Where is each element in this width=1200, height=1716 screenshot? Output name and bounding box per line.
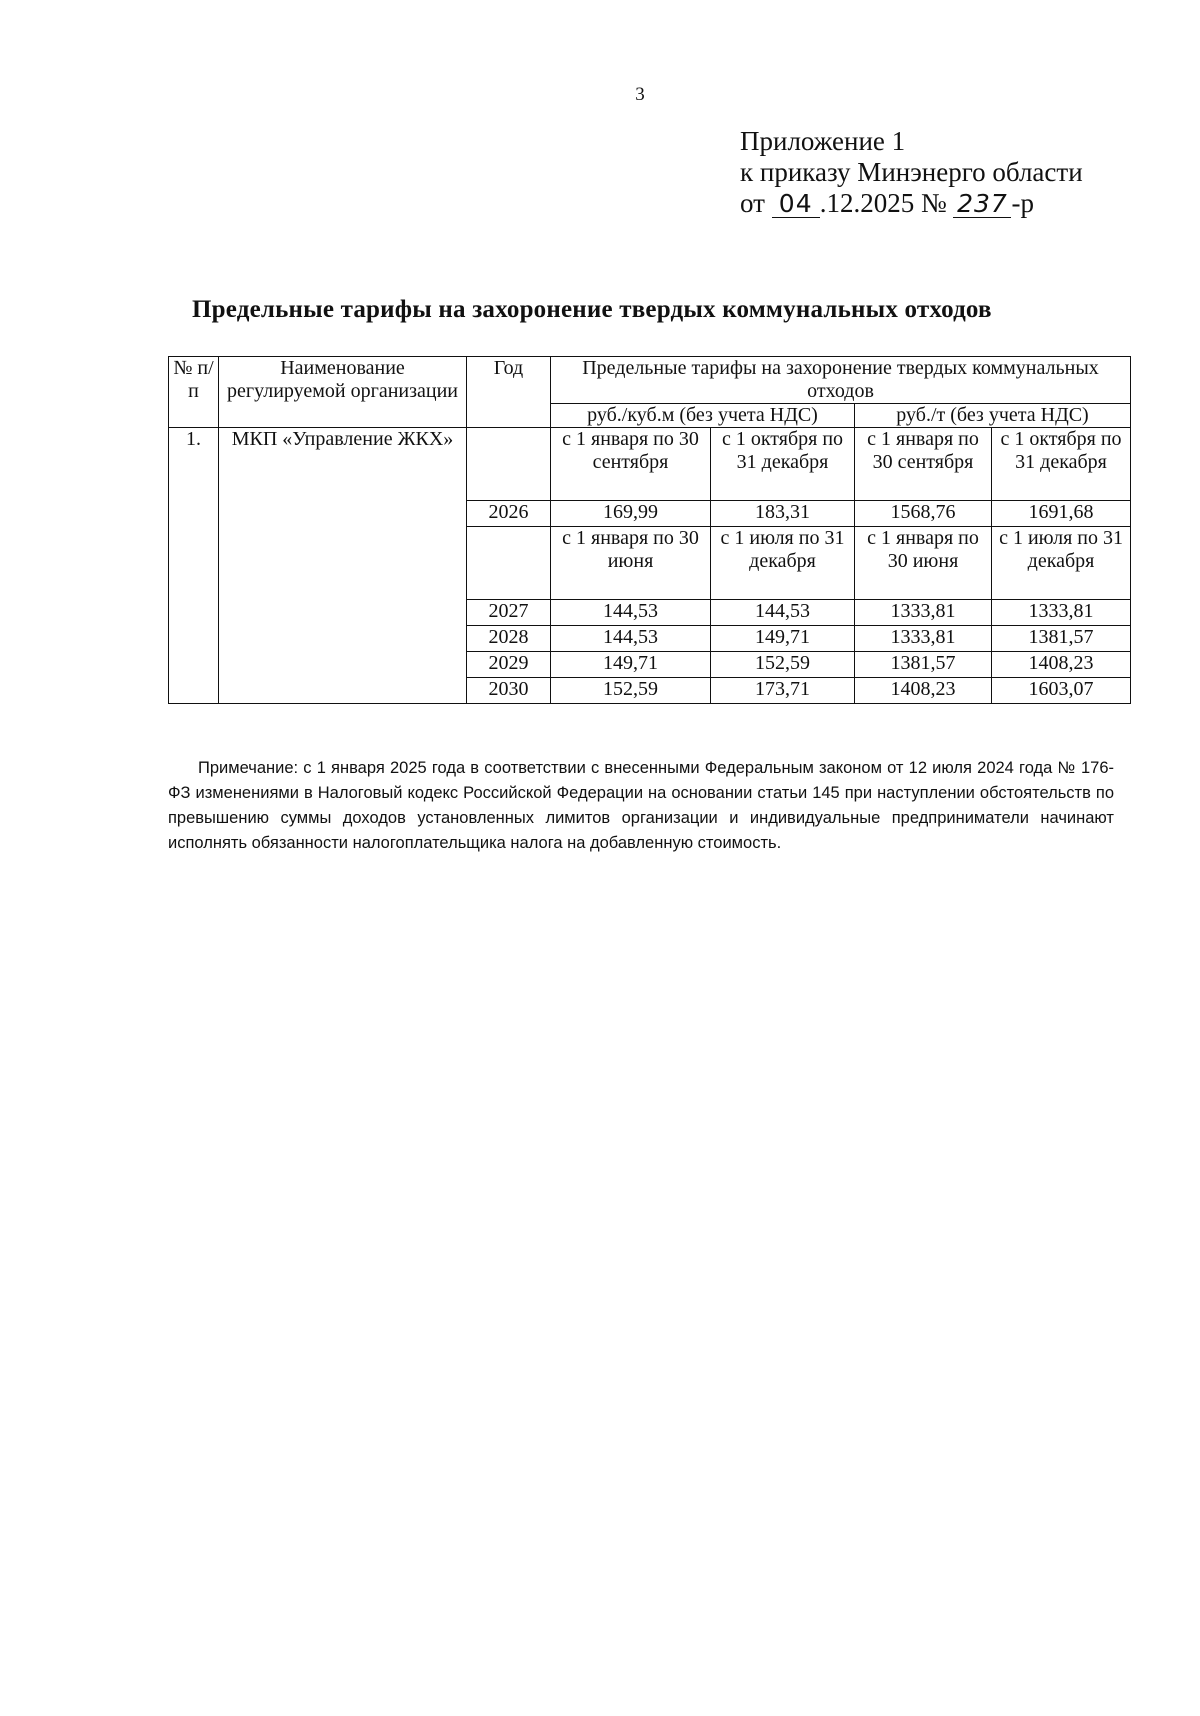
period-cell: с 1 июля по 31 декабря xyxy=(711,527,855,600)
period-cell: с 1 октября по 31 декабря xyxy=(711,428,855,501)
value-cell: 1381,57 xyxy=(855,652,992,678)
value-cell: 169,99 xyxy=(551,501,711,527)
value-cell: 152,59 xyxy=(711,652,855,678)
year-cell: 2027 xyxy=(467,600,551,626)
footnote: Примечание: с 1 января 2025 года в соответствии с внесенными Федеральным законом от 12 июля 2024 года № 176-ФЗ изменениями в Налоговый кодекс Российской Федерации на основании статьи 145 при наступлении обстоятельств по превышению суммы доходов установленных лимитов организации и индивидуальные предприниматели начинают исполнять обязанности налогоплательщика налога на добавленную стоимость. xyxy=(168,759,1114,852)
header-org: Наименование регулируемой организации xyxy=(219,357,467,428)
period-row-2026 xyxy=(169,428,1131,501)
handwritten-day: 04 xyxy=(772,191,820,218)
value-cell: 1568,76 xyxy=(855,501,992,527)
year-cell: 2026 xyxy=(467,501,551,527)
value-cell: 144,53 xyxy=(551,626,711,652)
date-prefix: от xyxy=(740,188,765,218)
value-cell: 1333,81 xyxy=(992,600,1131,626)
appendix-header xyxy=(740,126,1083,219)
appendix-date-line xyxy=(740,188,1083,219)
appendix-line-1: Приложение 1 xyxy=(740,126,906,156)
header-tariffs: Предельные тарифы на захоронение твердых коммунальных отходов xyxy=(551,357,1131,404)
period-cell: с 1 января по 30 сентября xyxy=(551,428,711,501)
header-unit-t: руб./т (без учета НДС) xyxy=(855,404,1131,428)
period-cell: с 1 октября по 31 декабря xyxy=(992,428,1131,501)
value-cell: 144,53 xyxy=(711,600,855,626)
value-cell: 149,71 xyxy=(551,652,711,678)
header-year: Год xyxy=(467,357,551,428)
value-cell: 1691,68 xyxy=(992,501,1131,527)
period-cell: с 1 января по 30 июня xyxy=(855,527,992,600)
appendix-line-2: к приказу Минэнерго области xyxy=(740,157,1083,187)
period-cell: с 1 января по 30 июня xyxy=(551,527,711,600)
handwritten-order-number: 237 xyxy=(953,191,1011,218)
date-rest: .12.2025 № xyxy=(819,188,947,218)
value-cell: 1408,23 xyxy=(992,652,1131,678)
document-title: Предельные тарифы на захоронение твердых коммунальных отходов xyxy=(192,296,992,323)
value-cell: 149,71 xyxy=(711,626,855,652)
year-cell: 2029 xyxy=(467,652,551,678)
value-cell: 1381,57 xyxy=(992,626,1131,652)
value-cell: 152,59 xyxy=(551,678,711,704)
tariff-table xyxy=(168,356,1131,704)
header-no: № п/п xyxy=(169,357,219,428)
period-cell: с 1 июля по 31 декабря xyxy=(992,527,1131,600)
year-cell: 2028 xyxy=(467,626,551,652)
year-cell: 2030 xyxy=(467,678,551,704)
value-cell: 183,31 xyxy=(711,501,855,527)
page-number: 3 xyxy=(635,84,645,105)
order-suffix: -р xyxy=(1011,188,1034,218)
value-cell: 1603,07 xyxy=(992,678,1131,704)
value-cell: 1333,81 xyxy=(855,600,992,626)
value-cell: 144,53 xyxy=(551,600,711,626)
period-cell: с 1 января по 30 сентября xyxy=(855,428,992,501)
value-cell: 1333,81 xyxy=(855,626,992,652)
row-number: 1. xyxy=(169,428,219,704)
organization-name: МКП «Управление ЖКХ» xyxy=(219,428,467,704)
header-unit-m3: руб./куб.м (без учета НДС) xyxy=(551,404,855,428)
header-row xyxy=(169,357,1131,404)
value-cell: 1408,23 xyxy=(855,678,992,704)
value-cell: 173,71 xyxy=(711,678,855,704)
